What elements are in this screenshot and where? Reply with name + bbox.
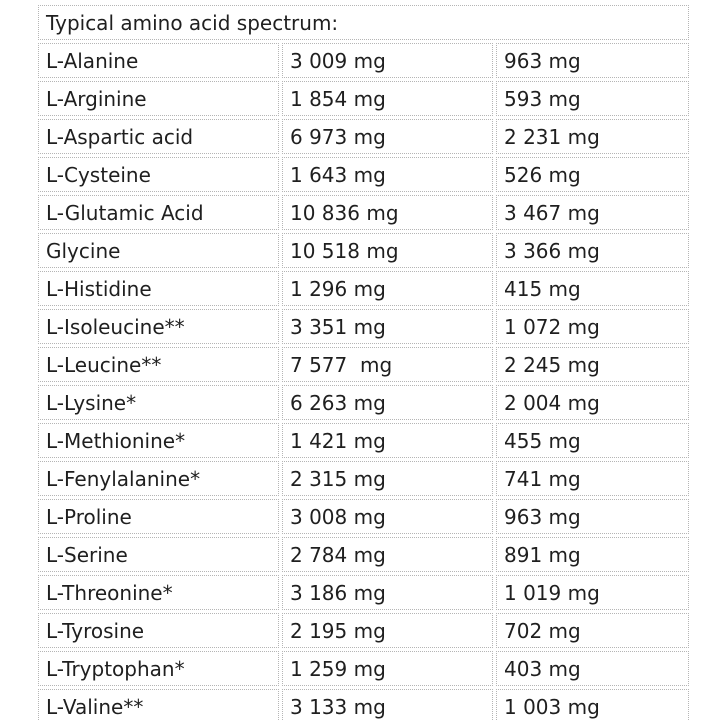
amino-acid-name: L-Valine** bbox=[38, 689, 279, 720]
table-row bbox=[38, 195, 689, 230]
amino-value-2: 3 467 mg bbox=[496, 195, 689, 230]
amino-value-1: 1 421 mg bbox=[282, 423, 493, 458]
table-row bbox=[38, 309, 689, 344]
amino-acid-name: L-Isoleucine** bbox=[38, 309, 279, 344]
amino-value-1: 1 854 mg bbox=[282, 81, 493, 116]
amino-value-1: 10 518 mg bbox=[282, 233, 493, 268]
amino-value-2: 593 mg bbox=[496, 81, 689, 116]
amino-value-1: 2 784 mg bbox=[282, 537, 493, 572]
table-row bbox=[38, 537, 689, 572]
amino-value-2: 403 mg bbox=[496, 651, 689, 686]
table-row bbox=[38, 499, 689, 534]
amino-value-1: 3 351 mg bbox=[282, 309, 493, 344]
amino-acid-name: L-Aspartic acid bbox=[38, 119, 279, 154]
amino-value-1: 2 195 mg bbox=[282, 613, 493, 648]
amino-value-2: 891 mg bbox=[496, 537, 689, 572]
table-row bbox=[38, 119, 689, 154]
amino-value-1: 3 186 mg bbox=[282, 575, 493, 610]
amino-value-2: 3 366 mg bbox=[496, 233, 689, 268]
amino-value-2: 455 mg bbox=[496, 423, 689, 458]
table-header-row bbox=[38, 5, 689, 40]
amino-value-2: 2 231 mg bbox=[496, 119, 689, 154]
table-row bbox=[38, 613, 689, 648]
amino-value-1: 10 836 mg bbox=[282, 195, 493, 230]
amino-value-2: 2 004 mg bbox=[496, 385, 689, 420]
amino-value-1: 1 643 mg bbox=[282, 157, 493, 192]
amino-value-1: 6 263 mg bbox=[282, 385, 493, 420]
amino-value-2: 2 245 mg bbox=[496, 347, 689, 382]
amino-value-1: 7 577 mg bbox=[282, 347, 493, 382]
amino-acid-name: L-Alanine bbox=[38, 43, 279, 78]
amino-value-2: 415 mg bbox=[496, 271, 689, 306]
amino-acid-table bbox=[35, 2, 692, 720]
table-row bbox=[38, 81, 689, 116]
amino-acid-name: L-Tryptophan* bbox=[38, 651, 279, 686]
table-row bbox=[38, 689, 689, 720]
amino-value-1: 6 973 mg bbox=[282, 119, 493, 154]
amino-value-2: 526 mg bbox=[496, 157, 689, 192]
amino-value-2: 963 mg bbox=[496, 499, 689, 534]
amino-acid-name: L-Serine bbox=[38, 537, 279, 572]
amino-acid-name: L-Glutamic Acid bbox=[38, 195, 279, 230]
amino-value-1: 3 008 mg bbox=[282, 499, 493, 534]
table-row bbox=[38, 157, 689, 192]
amino-acid-name: Glycine bbox=[38, 233, 279, 268]
table-row bbox=[38, 423, 689, 458]
amino-acid-name: L-Histidine bbox=[38, 271, 279, 306]
amino-value-1: 3 133 mg bbox=[282, 689, 493, 720]
amino-acid-name: L-Leucine** bbox=[38, 347, 279, 382]
amino-acid-name: L-Lysine* bbox=[38, 385, 279, 420]
table-row bbox=[38, 385, 689, 420]
amino-value-1: 1 259 mg bbox=[282, 651, 493, 686]
amino-value-2: 963 mg bbox=[496, 43, 689, 78]
table-title: Typical amino acid spectrum: bbox=[38, 5, 689, 40]
amino-value-2: 1 019 mg bbox=[496, 575, 689, 610]
amino-acid-name: L-Proline bbox=[38, 499, 279, 534]
amino-acid-name: L-Threonine* bbox=[38, 575, 279, 610]
amino-value-1: 2 315 mg bbox=[282, 461, 493, 496]
amino-acid-name: L-Tyrosine bbox=[38, 613, 279, 648]
amino-value-1: 3 009 mg bbox=[282, 43, 493, 78]
amino-acid-name: L-Methionine* bbox=[38, 423, 279, 458]
amino-acid-name: L-Cysteine bbox=[38, 157, 279, 192]
table-row bbox=[38, 461, 689, 496]
amino-value-2: 1 003 mg bbox=[496, 689, 689, 720]
table-row bbox=[38, 651, 689, 686]
table-row bbox=[38, 43, 689, 78]
table-row bbox=[38, 271, 689, 306]
table-row bbox=[38, 575, 689, 610]
table-row bbox=[38, 233, 689, 268]
table-row bbox=[38, 347, 689, 382]
amino-acid-name: L-Arginine bbox=[38, 81, 279, 116]
amino-value-2: 741 mg bbox=[496, 461, 689, 496]
amino-value-2: 1 072 mg bbox=[496, 309, 689, 344]
amino-value-2: 702 mg bbox=[496, 613, 689, 648]
amino-value-1: 1 296 mg bbox=[282, 271, 493, 306]
amino-acid-name: L-Fenylalanine* bbox=[38, 461, 279, 496]
